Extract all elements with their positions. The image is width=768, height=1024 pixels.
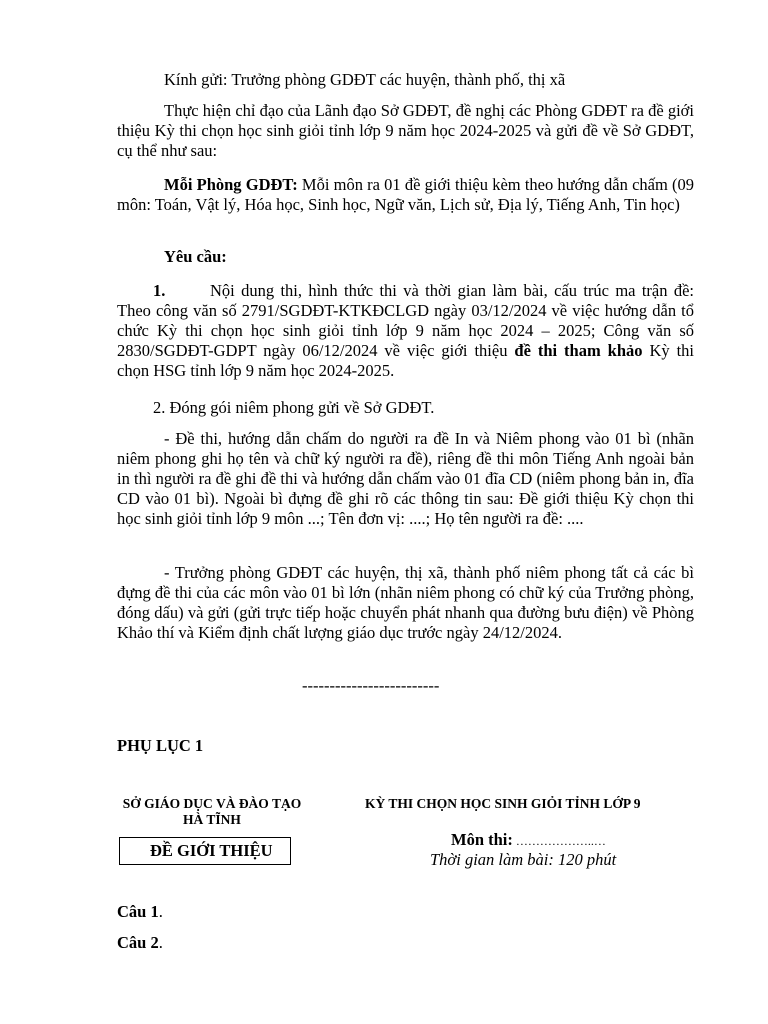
time-limit: Thời gian làm bài: 120 phút — [430, 850, 617, 869]
question-1-label: Câu 1 — [117, 902, 159, 921]
each-office-label: Mỗi Phòng GDĐT: — [164, 175, 298, 194]
item-1-text: Nội dung thi, hình thức thi và thời gian làm bài, cấu trúc ma trận đề: Theo công văn số 2791/SGDĐT-KTKĐCLGD ngày 03/12/2024 về việc hướng dẫn tổ chức Kỳ thi chọn học sinh giỏi tỉnh lớp 9 năm học 2024 – 2025; Công văn số 2830/SGDĐT-GDPT ngày 06/12/2024 về việc giới thiệu — [117, 281, 694, 360]
each-office-text: Mỗi môn ra 01 đề giới thiệu kèm theo hướng dẫn chấm (09 môn: Toán, Vật lý, Hóa học, Sinh học, Ngữ văn, Lịch sử, Địa lý, Tiếng Anh, Tin học) — [117, 175, 695, 214]
item-1-text-end: Kỳ thi chọn HSG tỉnh lớp 9 năm học 2024-2025. — [117, 341, 694, 380]
department-line-2: HÀ TĨNH — [183, 812, 241, 827]
subject-line — [451, 830, 606, 851]
appendix-title: PHỤ LỤC 1 — [117, 736, 204, 755]
requirement-item-2: 2. Đóng gói niêm phong gửi về Sở GDĐT. — [153, 398, 435, 417]
intro-paragraph: Thực hiện chỉ đạo của Lãnh đạo Sở GDĐT, đề nghị các Phòng GDĐT ra đề giới thiệu Kỳ thi chọn học sinh giỏi tỉnh lớp 9 năm học 2024-2025 và gửi đề về Sở GDĐT, cụ thể như sau: — [117, 101, 694, 160]
exam-title: KỲ THI CHỌN HỌC SINH GIỎI TỈNH LỚP 9 — [365, 796, 641, 811]
introduction-box: ĐỀ GIỚI THIỆU — [119, 837, 291, 865]
bullet-paragraph-1: - Đề thi, hướng dẫn chấm do người ra đề In và Niêm phong vào 01 bì (nhãn niêm phong ghi họ tên và chữ ký người ra đề), riêng đề thi môn Tiếng Anh ngoài bản in thì người ra đề ghi đề thi và hướng dẫn chấm vào 01 đĩa CD (niêm phong bản in, đĩa CD vào 01 bì). Ngoài bì đựng đề ghi rõ các thông tin sau: Đề giới thiệu Kỳ chọn thi học sinh giỏi tỉnh lớp 9 môn ...; Tên đơn vị: ....; Họ tên người ra đề: .... — [117, 429, 694, 528]
department-line-1: SỞ GIÁO DỤC VÀ ĐÀO TẠO — [122, 796, 302, 811]
greeting: Kính gửi: Trưởng phòng GDĐT các huyện, thành phố, thị xã — [164, 70, 566, 89]
requirement-item-1 — [117, 281, 694, 381]
requirements-heading: Yêu cầu: — [164, 247, 227, 266]
question-2-label: Câu 2 — [117, 933, 159, 952]
separator: ------------------------- — [302, 676, 440, 695]
question-2-suffix: . — [158, 933, 163, 952]
subject-value: ………………..… — [512, 834, 606, 848]
item-1-number: 1. — [153, 281, 166, 300]
department-name — [100, 796, 324, 828]
question-1 — [117, 902, 163, 922]
subject-label: Môn thi: — [451, 830, 513, 849]
each-office-paragraph — [117, 175, 694, 215]
question-2 — [117, 933, 163, 953]
question-1-suffix: . — [158, 902, 163, 921]
item-1-bold: đề thi tham khảo — [514, 341, 643, 360]
bullet-paragraph-2: - Trưởng phòng GDĐT các huyện, thị xã, thành phố niêm phong tất cả các bì đựng đề thi của các môn vào 01 bì lớn (nhãn niêm phong có chữ ký của Trưởng phòng, đóng dấu) và gửi (gửi trực tiếp hoặc chuyển phát nhanh qua đường bưu điện) về Phòng Khảo thí và Kiểm định chất lượng giáo dục trước ngày 24/12/2024. — [117, 563, 694, 642]
